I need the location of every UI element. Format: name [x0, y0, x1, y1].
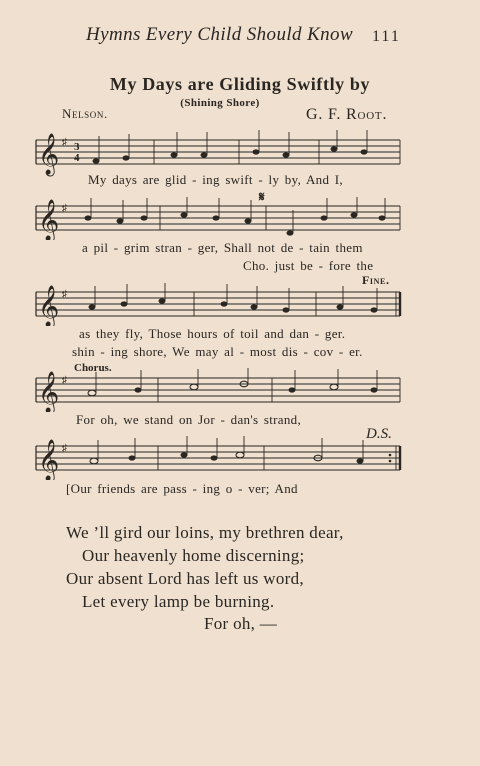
svg-text:♯: ♯ — [62, 137, 67, 148]
svg-text:♯: ♯ — [62, 443, 67, 454]
chorus-label: Chorus. — [74, 362, 112, 374]
music-staff-2 — [34, 196, 404, 240]
svg-text:♯: ♯ — [62, 203, 67, 214]
lyric-line-1: My days are glid - ing swift - ly by, And I, — [88, 172, 343, 187]
treble-clef-icon: 𝄞 — [38, 372, 60, 412]
treble-clef-icon: 𝄞 — [38, 286, 60, 326]
page-number: 111 — [372, 28, 401, 45]
verse-line-4: Let every lamp be burning. — [82, 592, 275, 611]
lyric-line-5: [Our friends are pass - ing o - ver; And — [66, 481, 298, 496]
music-staff-1 — [34, 128, 404, 178]
hymn-subtitle: (Shining Shore) — [180, 97, 260, 109]
ds-mark: D.S. — [366, 426, 392, 442]
verse-line-5: For oh, — — [204, 614, 278, 633]
running-title: Hymns Every Child Should Know — [86, 24, 354, 45]
segno-mark: 𝄋 — [259, 189, 265, 204]
music-staff-3 — [34, 282, 404, 326]
lyric-line-3-chorus: shin - ing shore, We may al - most dis - cov - er. — [72, 344, 363, 359]
svg-text:4: 4 — [74, 152, 80, 164]
lyric-line-2: a pil - grim stran - ger, Shall not de - tain them — [82, 240, 363, 255]
lyric-line-4: For oh, we stand on Jor - dan's strand, — [76, 412, 302, 427]
treble-clef-icon: 𝄞 — [38, 440, 60, 480]
composer-name: G. F. Root. — [306, 106, 388, 123]
fine-mark: Fine. — [362, 273, 390, 287]
verse-line-2: Our heavenly home discerning; — [82, 546, 305, 565]
lyric-line-3: as they fly, Those hours of toil and dan - ger. — [79, 326, 346, 341]
hymn-title: My Days are Gliding Swiftly by — [109, 74, 371, 94]
treble-clef-icon: 𝄞 — [38, 134, 60, 174]
tune-name: Nelson. — [62, 106, 108, 121]
svg-text:3: 3 — [74, 141, 80, 153]
svg-text:♯: ♯ — [62, 289, 67, 300]
svg-text:♯: ♯ — [62, 375, 67, 386]
lyric-line-2-chorus: Cho. just be - fore the — [243, 258, 374, 273]
verse-line-1: We ’ll gird our loins, my brethren dear, — [66, 523, 344, 542]
music-staff-4 — [34, 368, 404, 412]
music-staff-5 — [34, 434, 404, 480]
treble-clef-icon: 𝄞 — [38, 200, 60, 240]
verse-line-3: Our absent Lord has left us word, — [66, 569, 304, 588]
